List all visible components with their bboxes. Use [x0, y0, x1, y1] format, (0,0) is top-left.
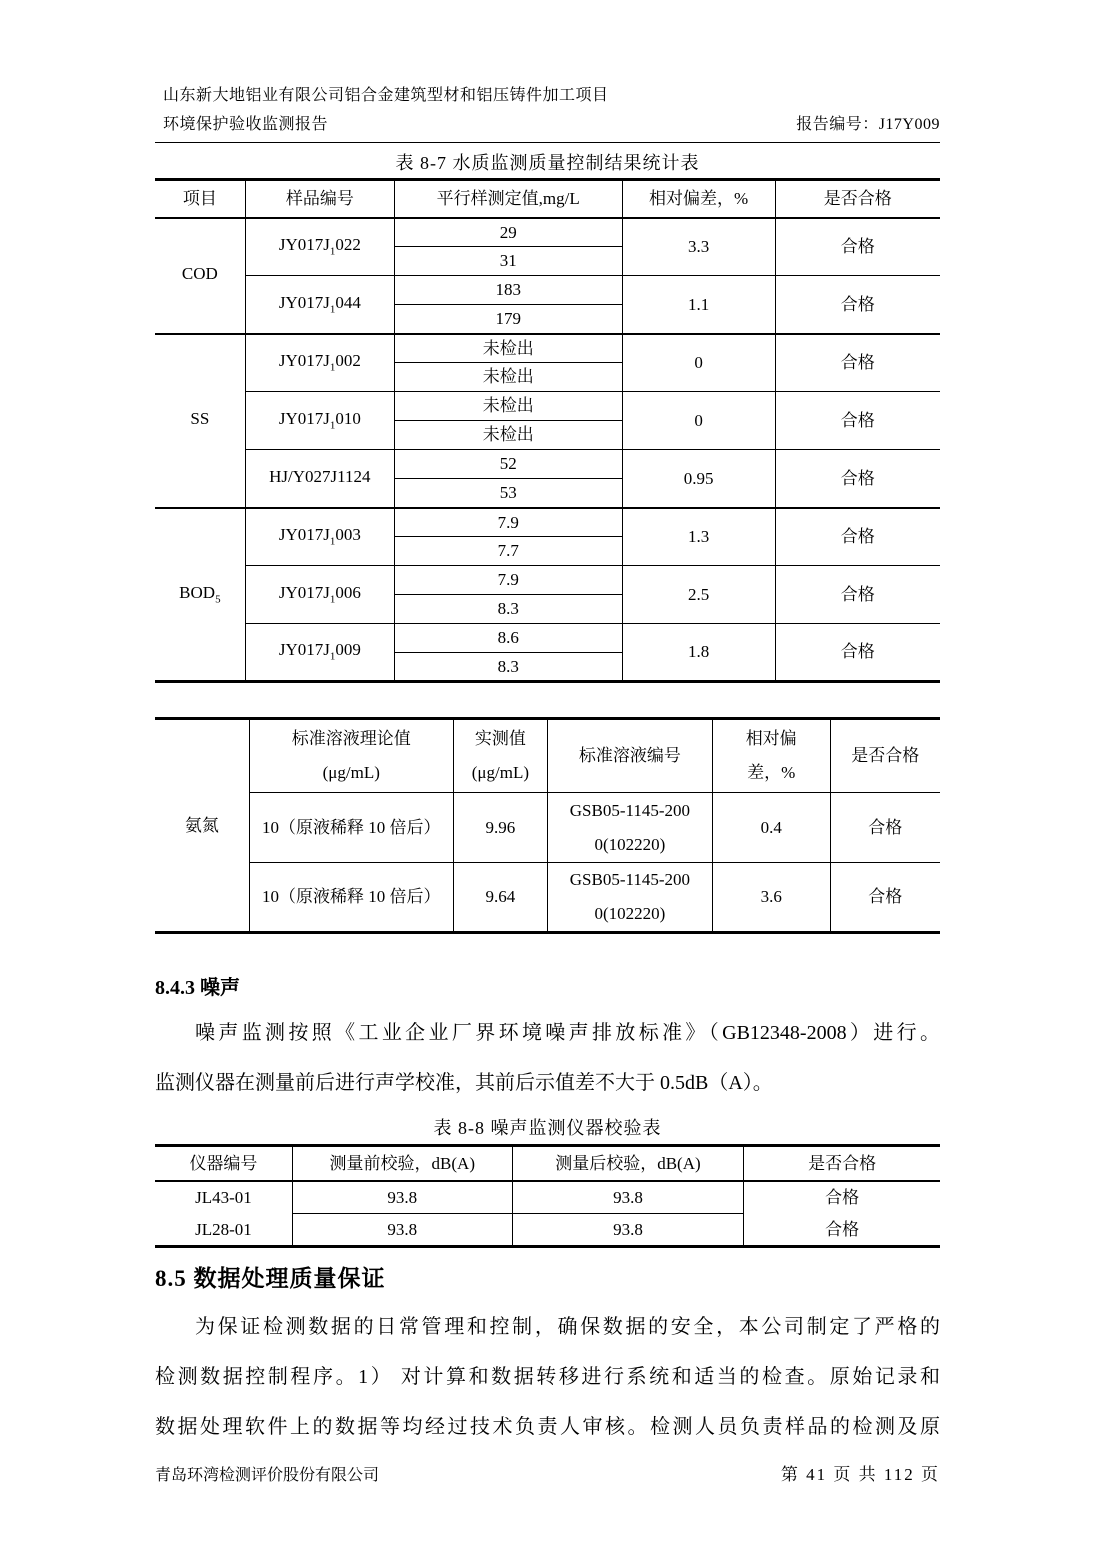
pass-status: 合格: [775, 392, 940, 450]
relative-deviation: 2.5: [622, 566, 775, 624]
column-header: 是否合格: [744, 1146, 940, 1181]
calibration-after: 93.8: [512, 1214, 744, 1247]
pass-status: 合格: [830, 793, 940, 863]
item-label: $BOD_5$: [155, 508, 245, 682]
relative-deviation: 0: [622, 392, 775, 450]
item-label: COD: [181, 263, 218, 283]
sample-id: $JY017J_1022$: [245, 218, 394, 276]
table-row: [155, 180, 940, 218]
relative-deviation: 1.8: [622, 624, 775, 682]
report-title: 环境保护验收监测报告: [163, 116, 329, 133]
footer-page-number: 第 41 页 共 112 页: [780, 1465, 940, 1484]
document-header: [155, 0, 940, 143]
sample-id: $JY017J_1006$: [245, 566, 394, 624]
footer-company-name: 青岛环湾检测评价股份有限公司: [155, 1467, 380, 1484]
measured-value: 7.9: [394, 566, 622, 595]
theory-value: 10（原液稀释 10 倍后）: [249, 793, 453, 863]
column-header: 是否合格: [775, 180, 940, 218]
measured-value: 8.6: [394, 624, 622, 653]
calibration-after: 93.8: [512, 1181, 744, 1214]
instrument-id: JL43-01: [195, 1187, 252, 1207]
table-row: [155, 793, 940, 863]
table-row: [155, 566, 940, 595]
table-row: [155, 276, 940, 305]
pass-status: 合格: [775, 508, 940, 566]
calibration-before: 93.8: [292, 1214, 512, 1247]
section-heading-8-4-3: 8.4.3 噪声: [155, 977, 240, 999]
ammonia-qc-table: [155, 717, 940, 934]
measured-value: 7.9: [394, 508, 622, 537]
solution-number: GSB05-1145-200 0(102220): [547, 793, 712, 863]
relative-deviation: 0.4: [712, 793, 830, 863]
table-8-8: [155, 1144, 940, 1248]
column-header: 实测值 (μg/mL): [453, 719, 547, 793]
measured-value: 7.7: [394, 537, 622, 566]
column-header: 仪器编号: [155, 1146, 292, 1181]
paragraph-line: 监测仪器在测量前后进行声学校准，其前后示值差不大于 0.5dB（A）。: [155, 1072, 773, 1094]
measured-value: 8.3: [394, 595, 622, 624]
table-row: [155, 863, 940, 933]
paragraph-line: 检测数据控制程序。1） 对计算和数据转移进行系统和适当的检查。原始记录和: [155, 1366, 940, 1388]
item-label: 氨氮: [184, 815, 219, 835]
measured-value: 179: [394, 305, 622, 334]
table-row: [155, 624, 940, 653]
sample-id: $JY017J_1003$: [245, 508, 394, 566]
relative-deviation: 0: [622, 334, 775, 392]
column-header: 测量后校验，dB(A): [512, 1146, 744, 1181]
relative-deviation: 1.1: [622, 276, 775, 334]
noise-paragraph: [155, 1008, 940, 1108]
calibration-before: 93.8: [292, 1181, 512, 1214]
sample-id: HJ/Y027J1124: [245, 450, 394, 508]
measured-value: 未检出: [394, 334, 622, 363]
measured-value: 9.96: [453, 793, 547, 863]
measured-value: 未检出: [394, 363, 622, 392]
project-title: 山东新大地铝业有限公司铝合金建筑型材和铝压铸件加工项目: [163, 87, 609, 104]
pass-status: 合格: [744, 1181, 940, 1214]
table-row: [155, 1181, 940, 1214]
section-heading-8-5: 8.5 数据处理质量保证: [155, 1266, 386, 1291]
measured-value: 未检出: [394, 421, 622, 450]
document-footer: [155, 1460, 940, 1485]
relative-deviation: 1.3: [622, 508, 775, 566]
column-header: 测量前校验，dB(A): [292, 1146, 512, 1181]
table-8-7-caption: 表 8-7 水质监测质量控制结果统计表: [395, 153, 700, 173]
pass-status: 合格: [744, 1214, 940, 1247]
column-header: 标准溶液编号: [547, 719, 712, 793]
table-row: [155, 450, 940, 479]
table-8-8-caption: 表 8-8 噪声监测仪器校验表: [433, 1118, 662, 1138]
table-row: [155, 1214, 940, 1247]
sample-id: $JY017J_1044$: [245, 276, 394, 334]
pass-status: 合格: [775, 624, 940, 682]
table-row: [155, 218, 940, 247]
sample-id: $JY017J_1010$: [245, 392, 394, 450]
measured-value: 52: [394, 450, 622, 479]
pass-status: 合格: [775, 450, 940, 508]
theory-value: 10（原液稀释 10 倍后）: [249, 863, 453, 933]
column-header: 项目: [155, 180, 245, 218]
sample-id: $JY017J_1009$: [245, 624, 394, 682]
measured-value: 183: [394, 276, 622, 305]
measured-value: 9.64: [453, 863, 547, 933]
measured-value: 31: [394, 247, 622, 276]
paragraph-line: 噪声监测按照《工业企业厂界环境噪声排放标准》（GB12348-2008）进行。: [195, 1022, 940, 1044]
measured-value: 未检出: [394, 392, 622, 421]
sample-id: $JY017J_1002$: [245, 334, 394, 392]
data-quality-paragraph: [155, 1302, 940, 1452]
table-row: [155, 508, 940, 537]
column-header: 样品编号: [245, 180, 394, 218]
solution-number: GSB05-1145-200 0(102220): [547, 863, 712, 933]
measured-value: 29: [394, 218, 622, 247]
relative-deviation: 3.6: [712, 863, 830, 933]
column-header: 相对偏差，%: [622, 180, 775, 218]
table-row: [155, 1146, 940, 1181]
table-8-7: [155, 178, 940, 683]
measured-value: 53: [394, 479, 622, 508]
measured-value: 8.3: [394, 653, 622, 682]
column-header: 平行样测定值,mg/L: [394, 180, 622, 218]
relative-deviation: 3.3: [622, 218, 775, 276]
pass-status: 合格: [775, 566, 940, 624]
pass-status: 合格: [775, 276, 940, 334]
pass-status: 合格: [775, 218, 940, 276]
column-header: 标准溶液理论值 (μg/mL): [249, 719, 453, 793]
paragraph-line: 数据处理软件上的数据等均经过技术负责人审核。检测人员负责样品的检测及原: [155, 1416, 940, 1438]
pass-status: 合格: [830, 863, 940, 933]
report-number: 报告编号：J17Y009: [796, 116, 940, 133]
table-row: [155, 392, 940, 421]
paragraph-line: 为保证检测数据的日常管理和控制，确保数据的安全，本公司制定了严格的: [195, 1316, 940, 1338]
table-row: [155, 719, 940, 793]
column-header: 是否合格: [830, 719, 940, 793]
pass-status: 合格: [775, 334, 940, 392]
instrument-id: JL28-01: [195, 1219, 252, 1239]
item-label: SS: [155, 334, 245, 508]
column-header: 相对偏 差，%: [712, 719, 830, 793]
relative-deviation: 0.95: [622, 450, 775, 508]
table-row: [155, 334, 940, 363]
